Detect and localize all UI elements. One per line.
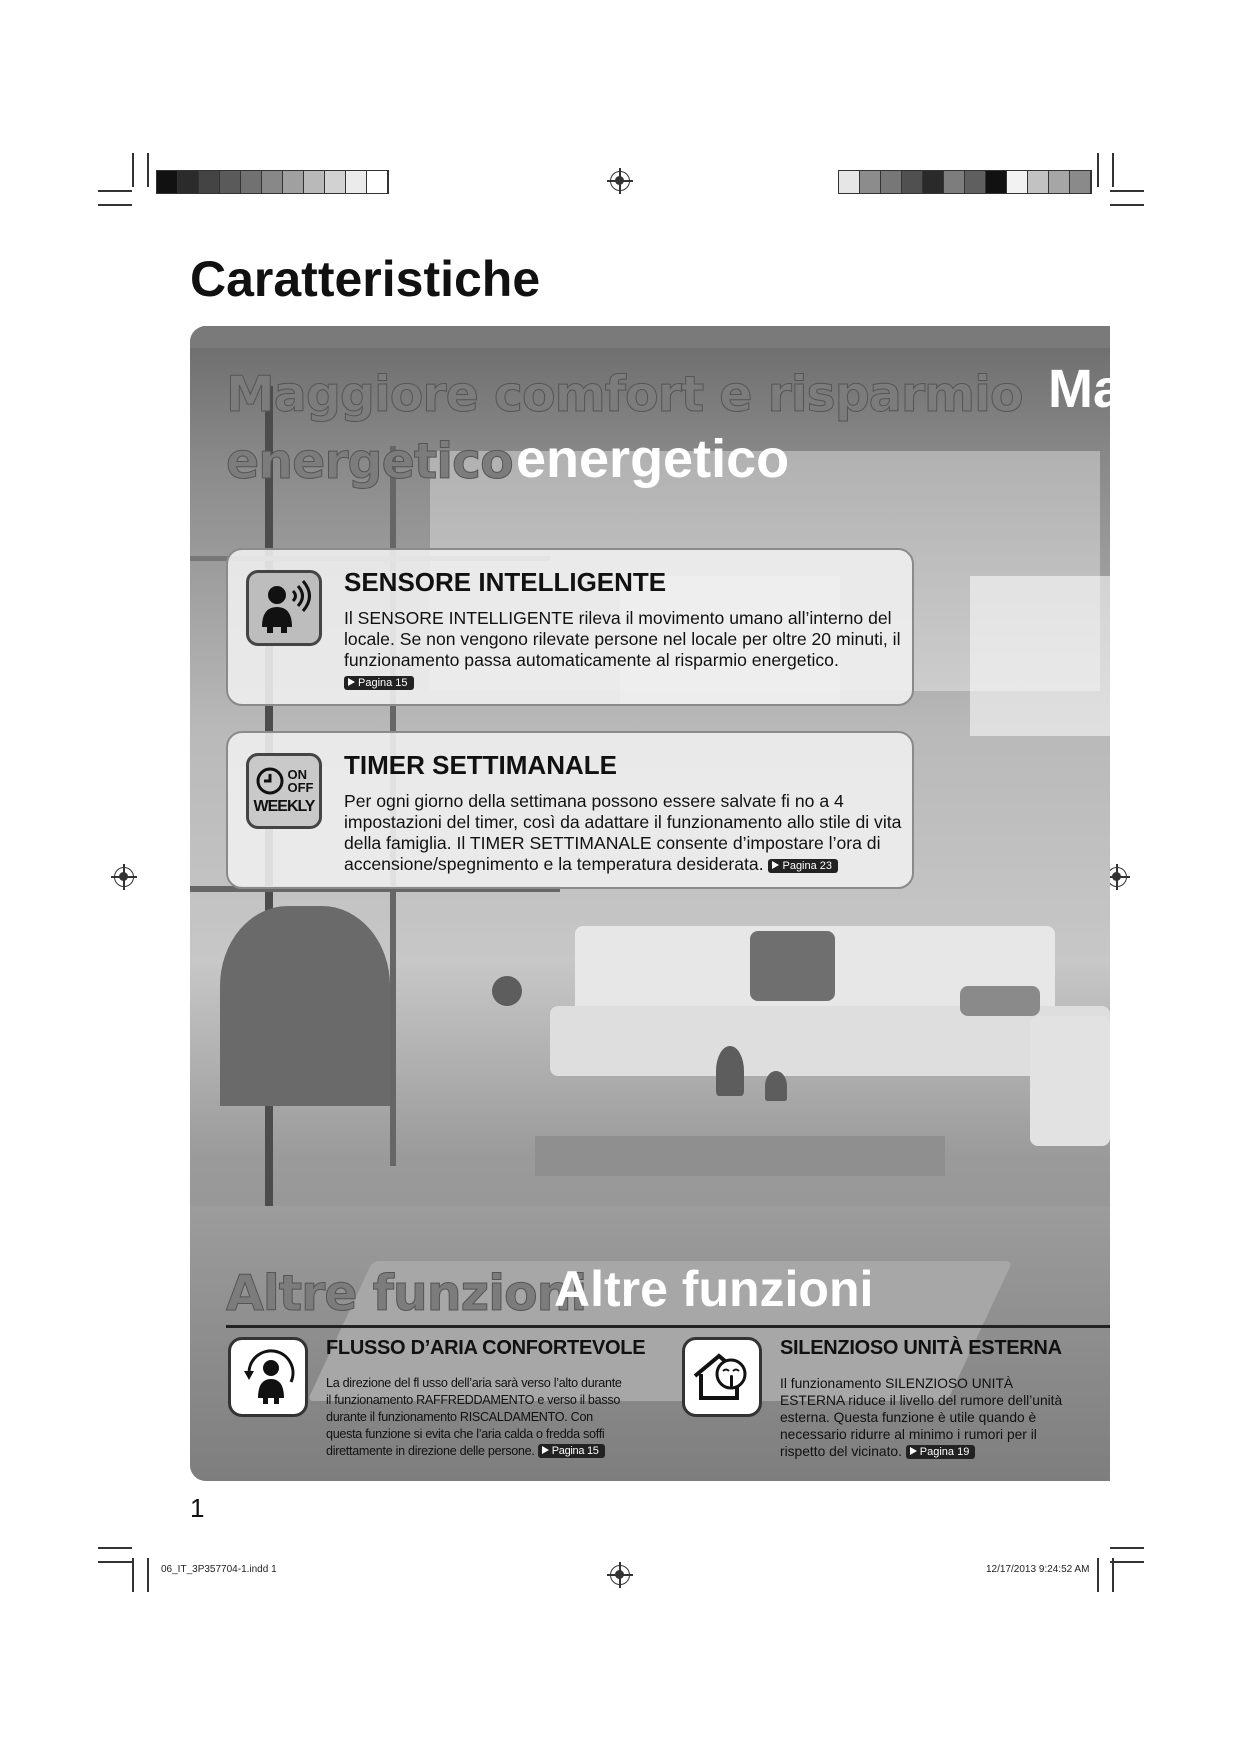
- person-sensor-icon: [246, 570, 322, 646]
- quiet-house-icon: [682, 1337, 762, 1417]
- feature-description: Il funzionamento SILENZIOSO UNITÀ ESTERNA riduce il livello del rumore dell’unità esterna. Questa funzione è utile quando è necessario ridurre al minimo i rumori per il rispetto del vicinato. Pagina 19: [780, 1376, 1063, 1459]
- registration-swatch: [1070, 171, 1091, 193]
- page-ref-badge[interactable]: Pagina 23: [768, 859, 838, 873]
- section-divider: [226, 1325, 1110, 1328]
- registration-target-top: [610, 171, 630, 191]
- arrow-right-icon: [772, 861, 779, 869]
- other-functions-heading: Altre funzioni: [554, 1261, 874, 1317]
- feature-description: La direzione del fl usso dell’aria sarà verso l’alto durante il funzionamento RAFFREDDAMENTO e verso il basso durante il funzionamento RISCALDAMENTO. Con questa funzione si evita che l’aria calda o fredda soffi direttamente in direzione delle persone. Pagina 15: [326, 1376, 622, 1458]
- arrow-right-icon: [348, 678, 355, 686]
- registration-swatch: [367, 171, 388, 193]
- arrow-right-icon: [542, 1446, 549, 1454]
- feature-description: Il SENSORE INTELLIGENTE rileva il movimento umano all’interno del locale. Se non vengono rilevate persone nel locale per oltre 20 minuti, il funzionamento passa automaticamente al risparmio energetico. Pagina 15: [344, 608, 901, 689]
- print-slug-datetime: 12/17/2013 9:24:52 AM: [986, 1564, 1090, 1575]
- off-label: OFF: [287, 780, 314, 795]
- clock-icon: [255, 766, 285, 796]
- feature-card-smart-sensor: [226, 548, 914, 706]
- weekly-timer-icon: [246, 753, 322, 829]
- registration-swatch: [986, 171, 1007, 193]
- registration-swatch: [220, 171, 241, 193]
- registration-swatch: [325, 171, 346, 193]
- page-ref-badge[interactable]: Pagina 19: [906, 1445, 976, 1459]
- page-ref-badge[interactable]: Pagina 15: [538, 1444, 605, 1458]
- registration-swatch: [346, 171, 367, 193]
- feature-title: TIMER SETTIMANALE: [344, 750, 617, 780]
- registration-swatch: [283, 171, 304, 193]
- feature-title: SENSORE INTELLIGENTE: [344, 567, 667, 597]
- registration-target-bottom: [610, 1565, 630, 1585]
- registration-swatch: [241, 171, 262, 193]
- registration-swatch: [881, 171, 902, 193]
- hero-heading-line2: energetico: [516, 429, 790, 489]
- arrow-right-icon: [910, 1447, 917, 1455]
- registration-swatch: [1028, 171, 1049, 193]
- registration-swatch: [1007, 171, 1028, 193]
- registration-swatch: [262, 171, 283, 193]
- print-slug-file: 06_IT_3P357704-1.indd 1: [161, 1564, 277, 1575]
- registration-swatch: [944, 171, 965, 193]
- registration-swatch: [304, 171, 325, 193]
- color-registration-bar-right: [838, 170, 1092, 194]
- other-functions-heading-shadow: Altre funzioni: [226, 1265, 587, 1322]
- weekly-label: WEEKLY: [253, 798, 315, 815]
- registration-swatch: [839, 171, 860, 193]
- registration-swatch: [902, 171, 923, 193]
- registration-swatch: [199, 171, 220, 193]
- hero-heading-clip: Ma: [1048, 359, 1124, 419]
- feature-title: SILENZIOSO UNITÀ ESTERNA: [780, 1337, 1062, 1359]
- registration-swatch: [1049, 171, 1070, 193]
- page-title: Caratteristiche: [190, 251, 541, 307]
- on-label: ON: [287, 767, 307, 782]
- page-ref-badge[interactable]: Pagina 15: [344, 676, 414, 690]
- registration-swatch: [157, 171, 178, 193]
- registration-swatch: [178, 171, 199, 193]
- registration-swatch: [965, 171, 986, 193]
- registration-swatch: [923, 171, 944, 193]
- registration-target-right: [1107, 867, 1127, 887]
- hero-heading-shadow: Maggiore comfort e risparmio: [226, 366, 1023, 423]
- comfort-airflow-icon: [228, 1337, 308, 1417]
- hero-heading-shadow-line2: energetico: [226, 433, 513, 490]
- registration-target-left: [114, 867, 134, 887]
- feature-card-weekly-timer: [226, 731, 914, 889]
- clock-onoff-group: [255, 766, 314, 796]
- registration-swatch: [860, 171, 881, 193]
- color-registration-bar-left: [156, 170, 389, 194]
- feature-description: Per ogni giorno della settimana possono essere salvate fi no a 4 impostazioni del timer, così da adattare il funzionamento allo stile di vita della famiglia. Il TIMER SETTIMANALE consente d’impostare l’ora di accensione/spegnimento e la temperatura desiderata. Pagina 23: [344, 791, 902, 874]
- page-number: 1: [190, 1493, 205, 1523]
- feature-title: FLUSSO D’ARIA CONFORTEVOLE: [326, 1337, 646, 1359]
